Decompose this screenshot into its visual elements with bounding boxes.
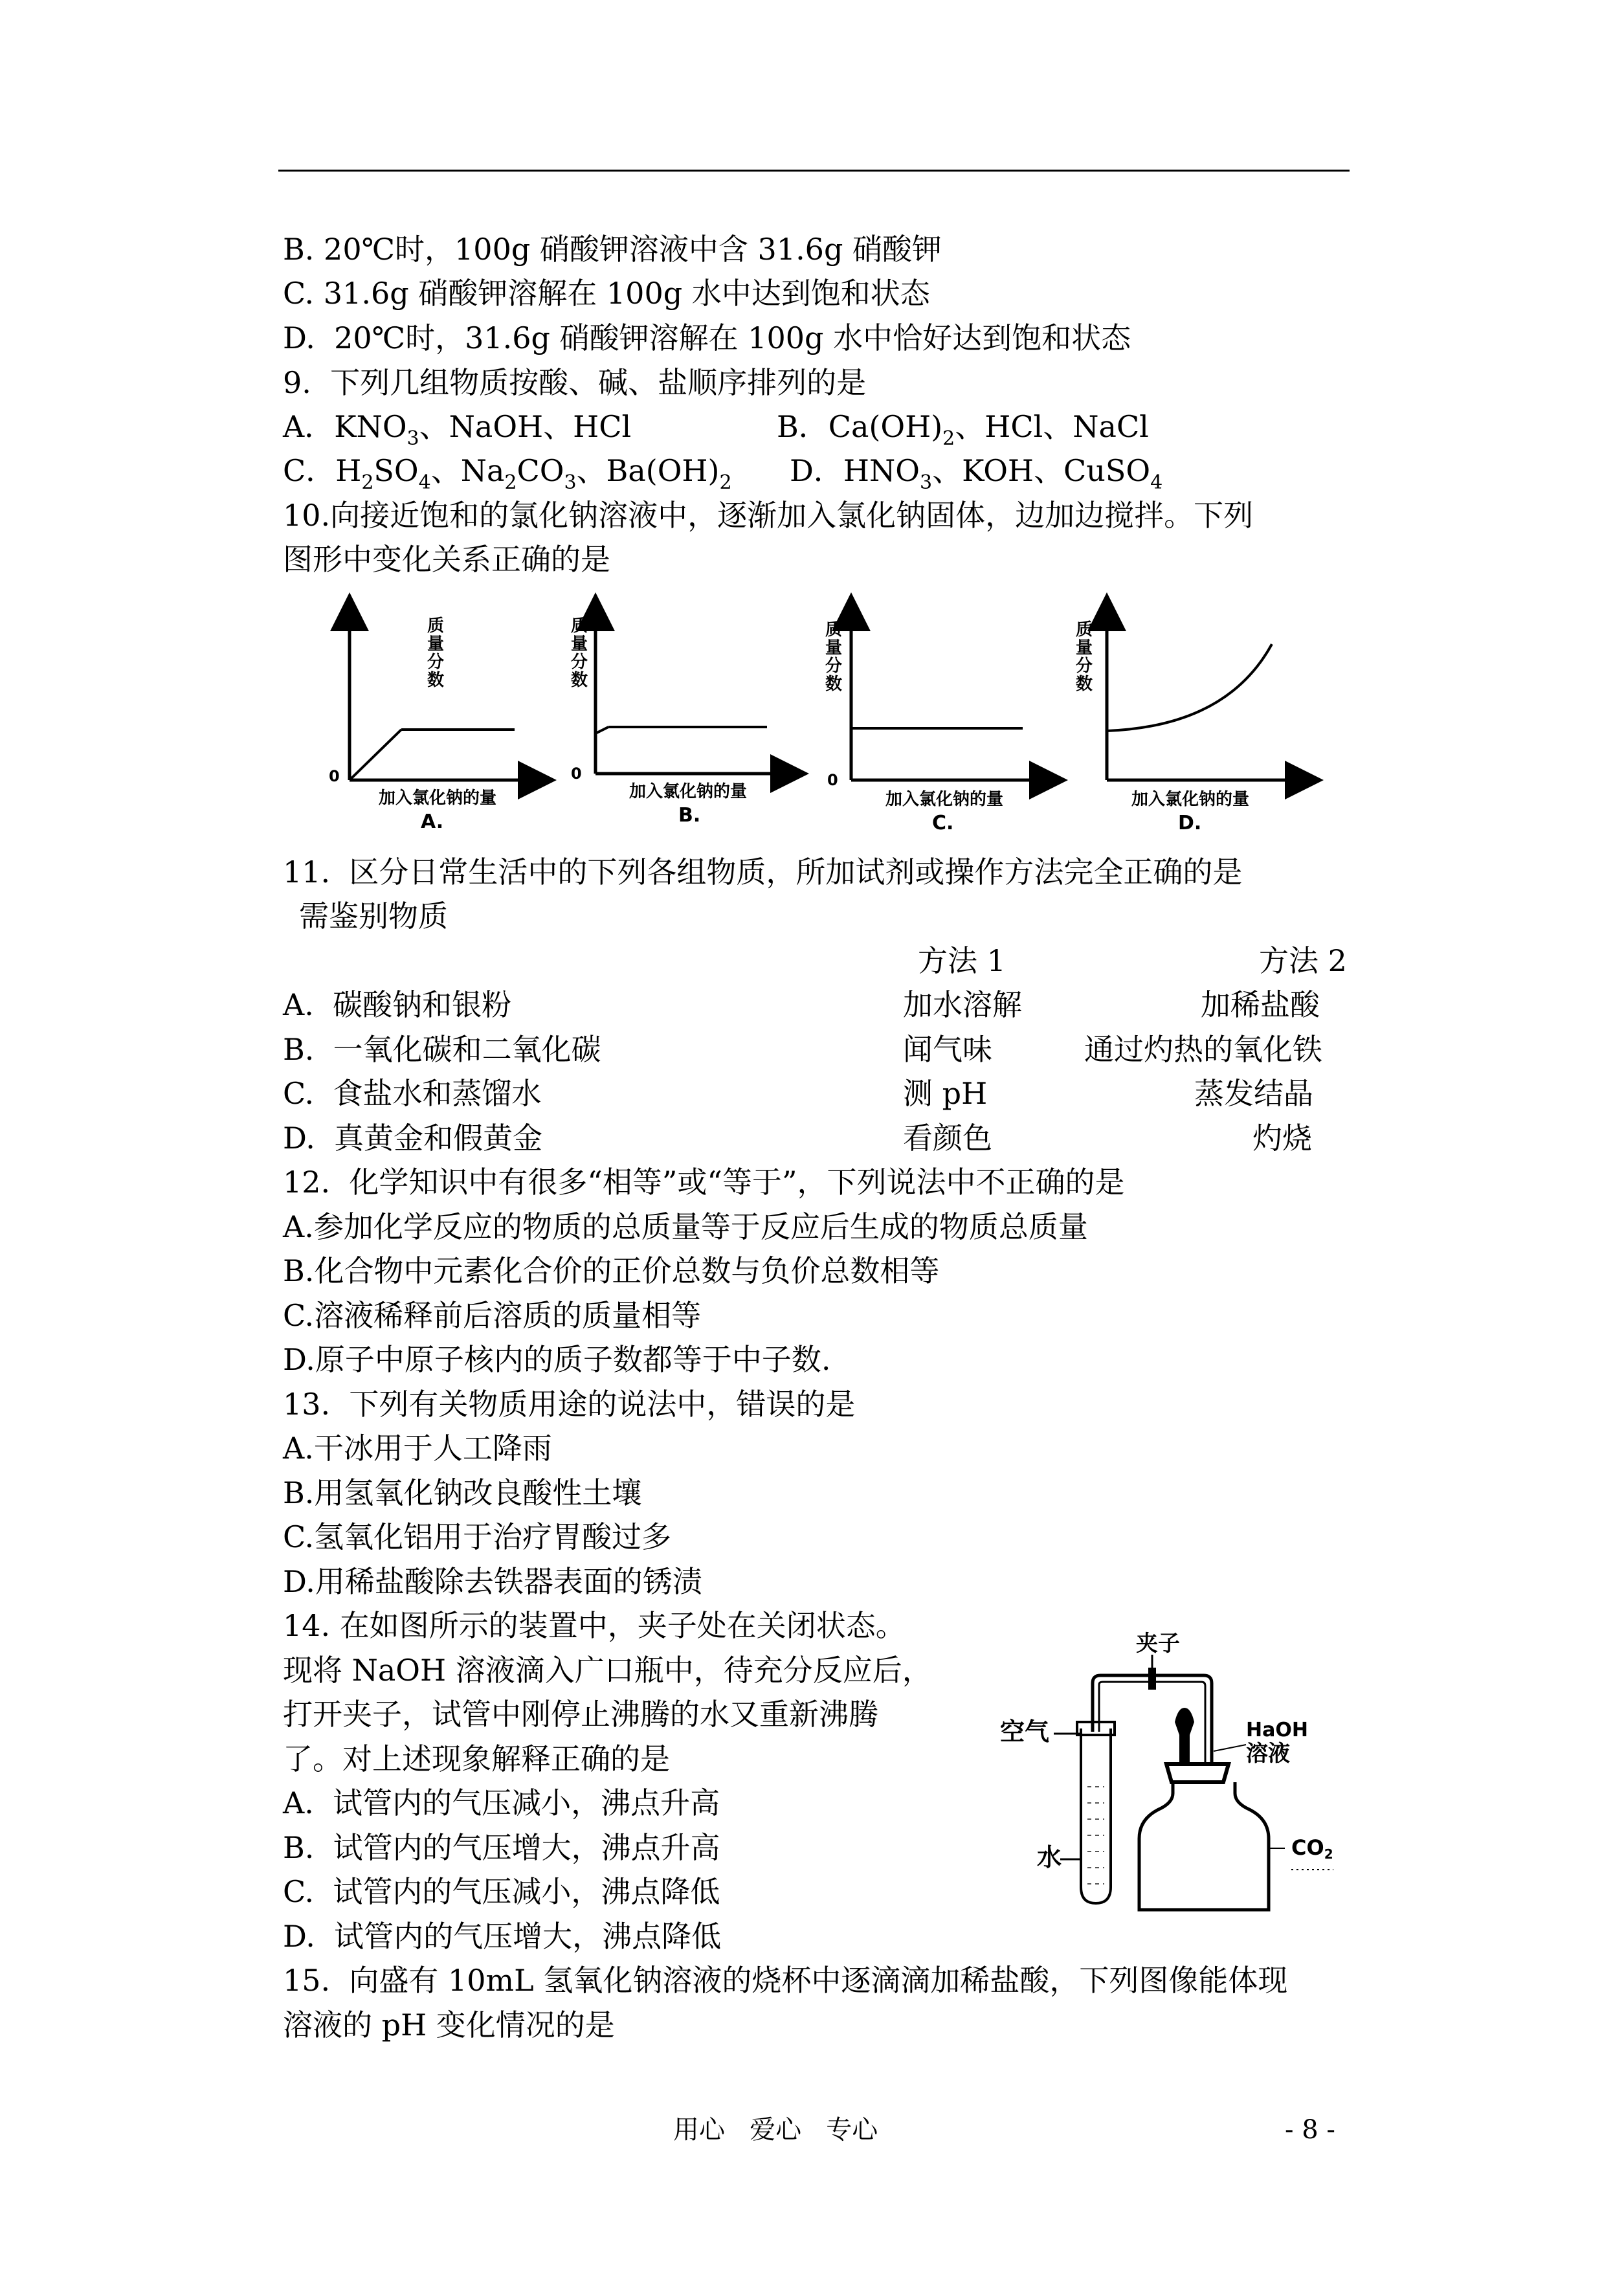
svg-text:量: 量 bbox=[1076, 638, 1093, 658]
svg-text:质: 质 bbox=[1076, 620, 1093, 640]
q13-option-b: B.用氢氧化钠改良酸性土壤 bbox=[283, 1475, 642, 1510]
svg-text:数: 数 bbox=[1076, 675, 1093, 694]
q14-stem-line1: 14. 在如图所示的装置中，夹子处在关闭状态。 bbox=[283, 1608, 906, 1643]
q12-option-b: B.化合物中元素化合价的正价总数与负价总数相等 bbox=[283, 1253, 940, 1288]
graph-d-ylabel bbox=[1076, 620, 1093, 694]
graph-d bbox=[1076, 612, 1304, 834]
q11-row-a-m1: 加水溶解 bbox=[903, 987, 1022, 1022]
q10-stem-line1: 10.向接近饱和的氯化钠溶液中，逐渐加入氯化钠固体，边加边搅拌。下列 bbox=[283, 498, 1254, 533]
q9-option-c: C．$H_2SO_4$、$Na_2CO_3$、$Ba(OH)_2$ bbox=[283, 453, 732, 494]
svg-text:分: 分 bbox=[825, 656, 843, 676]
q10-stem-line2: 图形中变化关系正确的是 bbox=[283, 542, 610, 577]
q14-option-d: D. 试管内的气压增大，沸点降低 bbox=[283, 1919, 722, 1954]
q11-row-c-label: C. 食盐水和蒸馏水 bbox=[283, 1076, 542, 1111]
svg-text:质: 质 bbox=[571, 616, 588, 636]
graph-d-letter: D. bbox=[1178, 812, 1202, 834]
clamp-label: 夹子 bbox=[1136, 1631, 1180, 1657]
graph-b-xlabel: 加入氯化钠的量 bbox=[629, 782, 748, 801]
graph-c-ylabel bbox=[825, 620, 842, 694]
q14-stem-line3: 打开夹子，试管中刚停止沸腾的水又重新沸腾 bbox=[283, 1697, 878, 1732]
solution-label: 溶液 bbox=[1246, 1741, 1290, 1767]
svg-text:量: 量 bbox=[427, 634, 445, 654]
q14-option-c: C. 试管内的气压减小，沸点降低 bbox=[283, 1874, 720, 1909]
q12-option-d: D.原子中原子核内的质子数都等于中子数. bbox=[283, 1342, 831, 1377]
q8-option-b: B. 20℃时，100g 硝酸钾溶液中含 31.6g 硝酸钾 bbox=[283, 232, 942, 267]
q11-row-b-m2: 通过灼热的氧化铁 bbox=[1084, 1032, 1322, 1067]
q13-option-c: C.氢氧化铝用于治疗胃酸过多 bbox=[283, 1519, 672, 1554]
graph-a bbox=[329, 612, 537, 833]
air-label: 空气 bbox=[1000, 1717, 1050, 1746]
page-number: - 8 - bbox=[1285, 2115, 1335, 2145]
graph-a-letter: A. bbox=[421, 811, 444, 833]
q11-row-c-m1: 测 pH bbox=[903, 1076, 988, 1111]
q11-row-d-m2: 灼烧 bbox=[1252, 1121, 1312, 1156]
q11-table-header-item: 需鉴别物质 bbox=[299, 899, 448, 934]
q11-row-c-m2: 蒸发结晶 bbox=[1194, 1076, 1313, 1111]
q11-header-method1: 方法 1 bbox=[918, 943, 1006, 978]
svg-text:数: 数 bbox=[571, 671, 588, 690]
svg-text:质: 质 bbox=[825, 620, 843, 640]
graph-a-ylabel bbox=[427, 616, 444, 690]
q11-row-d-label: D. 真黄金和假黄金 bbox=[283, 1121, 543, 1156]
graph-b bbox=[571, 612, 790, 827]
graph-c bbox=[825, 612, 1049, 834]
q8-option-d: D. 20℃时，31.6g 硝酸钾溶解在 100g 水中恰好达到饱和状态 bbox=[283, 320, 1131, 355]
q11-header-method2: 方法 2 bbox=[1259, 943, 1347, 978]
graph-c-origin: 0 bbox=[827, 771, 838, 789]
q14-option-a: A. 试管内的气压减小，沸点升高 bbox=[283, 1785, 720, 1820]
svg-text:数: 数 bbox=[427, 671, 445, 690]
q13-stem: 13. 下列有关物质用途的说法中，错误的是 bbox=[283, 1387, 856, 1422]
q14-stem-line2: 现将 NaOH 溶液滴入广口瓶中，待充分反应后， bbox=[283, 1653, 932, 1688]
q12-option-c: C.溶液稀释前后溶质的质量相等 bbox=[283, 1298, 702, 1333]
q11-row-d-m1: 看颜色 bbox=[903, 1121, 992, 1156]
naoh-label: HaOH bbox=[1246, 1719, 1308, 1741]
q9-option-b: B．$Ca(OH)_2$、HCl、NaCl bbox=[777, 409, 1149, 450]
graph-a-xlabel: 加入氯化钠的量 bbox=[379, 789, 497, 808]
q9-option-d: D．$HNO_3$、KOH、CuSO$_4$ bbox=[790, 453, 1163, 494]
q15-stem-line2: 溶液的 pH 变化情况的是 bbox=[283, 2008, 615, 2042]
q11-row-b-label: B. 一氧化碳和二氧化碳 bbox=[283, 1032, 601, 1067]
q11-row-a-label: A. 碳酸钠和银粉 bbox=[283, 987, 512, 1022]
q9-option-a: A．$KNO_3$、NaOH、HCl bbox=[283, 409, 632, 450]
svg-text:量: 量 bbox=[571, 634, 588, 654]
graph-d-xlabel: 加入氯化钠的量 bbox=[1131, 790, 1250, 809]
graph-c-letter: C. bbox=[932, 812, 954, 834]
water-fill bbox=[1087, 1787, 1104, 1884]
graph-b-letter: B. bbox=[678, 804, 701, 827]
q11-stem: 11. 区分日常生活中的下列各组物质，所加试剂或操作方法完全正确的是 bbox=[283, 855, 1243, 889]
graph-b-origin: 0 bbox=[571, 765, 582, 783]
q15-stem-line1: 15. 向盛有 10mL 氢氧化钠溶液的烧杯中逐滴滴加稀盐酸，下列图像能体现 bbox=[283, 1963, 1288, 1998]
q11-row-a-m2: 加稀盐酸 bbox=[1201, 987, 1320, 1022]
svg-text:分: 分 bbox=[427, 653, 445, 672]
graph-b-ylabel bbox=[571, 616, 588, 690]
q13-option-a: A.干冰用于人工降雨 bbox=[283, 1431, 552, 1466]
svg-text:分: 分 bbox=[1076, 656, 1093, 676]
q14-option-b: B. 试管内的气压增大，沸点升高 bbox=[283, 1830, 720, 1865]
svg-text:数: 数 bbox=[825, 675, 843, 694]
q10-graphs bbox=[329, 599, 1333, 838]
svg-text:量: 量 bbox=[825, 638, 843, 658]
q11-row-b-m1: 闻气味 bbox=[903, 1032, 992, 1067]
water-label: 水 bbox=[1037, 1843, 1062, 1872]
q14-apparatus bbox=[997, 1625, 1346, 1916]
q8-option-c: C. 31.6g 硝酸钾溶解在 100g 水中达到饱和状态 bbox=[283, 276, 930, 311]
graph-c-xlabel: 加入氯化钠的量 bbox=[885, 790, 1004, 809]
footer-motto: 用心 爱心 专心 bbox=[673, 2115, 878, 2145]
co2-label: CO2 bbox=[1291, 1835, 1333, 1862]
q9-stem: 9. 下列几组物质按酸、碱、盐顺序排列的是 bbox=[283, 365, 867, 400]
graph-a-origin: 0 bbox=[329, 767, 340, 785]
q12-stem: 12. 化学知识中有很多“相等”或“等于”，下列说法中不正确的是 bbox=[283, 1165, 1125, 1200]
svg-text:质: 质 bbox=[427, 616, 445, 636]
svg-text:分: 分 bbox=[571, 653, 588, 672]
q13-option-d: D.用稀盐酸除去铁器表面的锈渍 bbox=[283, 1564, 702, 1599]
header-rule bbox=[278, 170, 1350, 172]
q14-stem-line4: 了。对上述现象解释正确的是 bbox=[283, 1741, 670, 1776]
q12-option-a: A.参加化学反应的物质的总质量等于反应后生成的物质总质量 bbox=[283, 1209, 1088, 1244]
